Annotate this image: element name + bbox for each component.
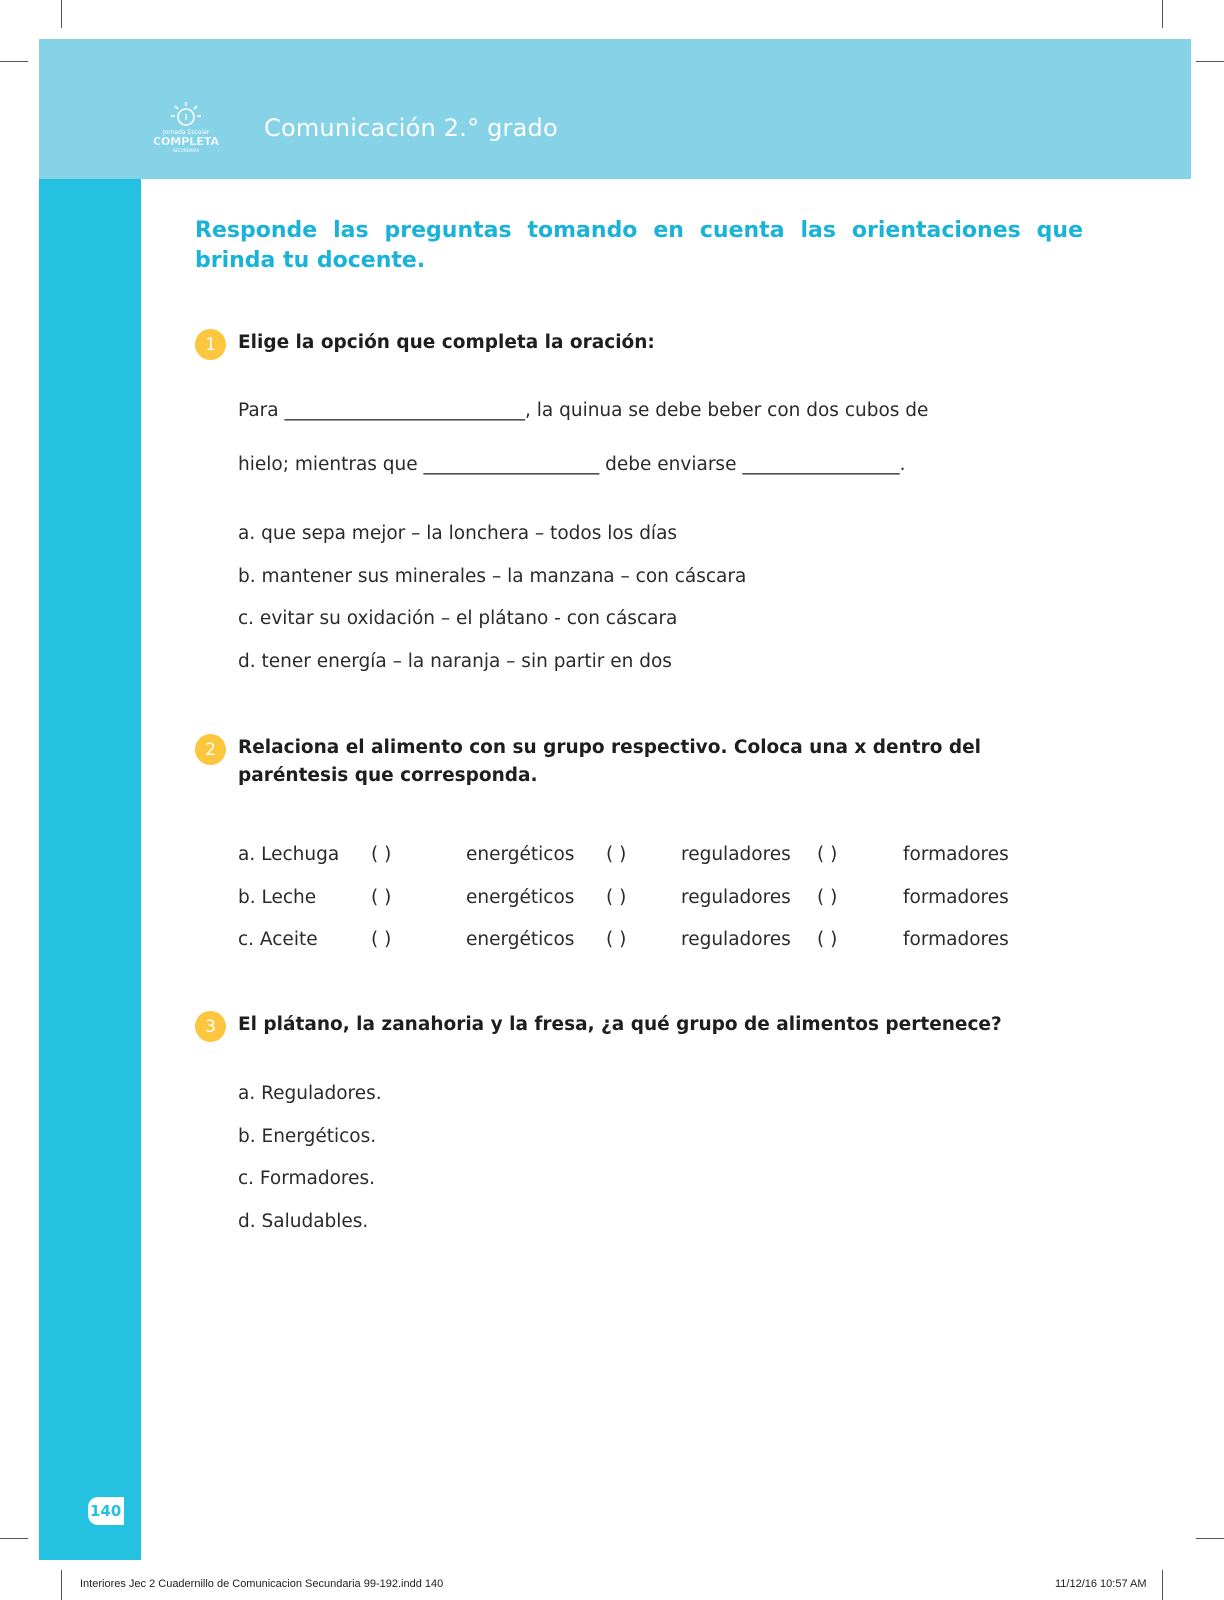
food-label: a. Lechuga [238,844,340,865]
option-item: c. Formadores. [238,1168,376,1189]
question-number-badge: 3 [195,1011,226,1042]
group-label: energéticos [466,887,575,908]
group-label: reguladores [681,887,791,908]
question-title: El plátano, la zanahoria y la fresa, ¿a qué grupo de alimentos pertenece? [238,1014,1002,1035]
page-title: Comunicación 2.° grado [264,114,558,142]
svg-text:Jornada Escolar: Jornada Escolar [162,129,210,136]
crop-mark [61,0,62,28]
group-label: energéticos [466,844,575,865]
page-number: 140 [88,1497,124,1525]
jornada-escolar-logo [146,98,226,158]
crop-mark [1196,61,1224,62]
crop-mark [1162,0,1163,28]
answer-parenthesis: ( ) [817,844,838,865]
food-label: c. Aceite [238,929,318,950]
group-label: formadores [903,929,1009,950]
svg-text:COMPLETA: COMPLETA [152,135,220,148]
crop-mark [0,61,28,62]
footer-datetime: 11/12/16 10:57 AM [1055,1578,1147,1590]
svg-text:SECUNDARIA: SECUNDARIA [172,148,200,153]
side-band [39,179,141,1560]
svg-text:i: i [184,113,188,122]
answer-parenthesis: ( ) [817,929,838,950]
group-label: reguladores [681,929,791,950]
answer-parenthesis: ( ) [371,844,392,865]
instruction-text: Responde las preguntas tomando en cuenta las orientaciones que brinda tu docente. [195,218,1083,273]
option-item: d. Saludables. [238,1211,369,1232]
crop-mark [61,1570,62,1600]
answer-parenthesis: ( ) [606,929,627,950]
group-label: formadores [903,887,1009,908]
option-item: a. que sepa mejor – la lonchera – todos los días [238,523,678,544]
sentence-line: hielo; mientras que ___________________ debe enviarse _________________. [238,454,906,475]
footer-file-info: Interiores Jec 2 Cuadernillo de Comunicacion Secundaria 99-192.indd 140 [80,1578,444,1590]
answer-parenthesis: ( ) [371,929,392,950]
question-title: Elige la opción que completa la oración: [238,332,655,353]
question-number-badge: 2 [195,734,226,765]
question-number-badge: 1 [195,329,226,360]
group-label: formadores [903,844,1009,865]
crop-mark [0,1538,28,1539]
crop-mark [1196,1538,1224,1539]
option-item: a. Reguladores. [238,1083,382,1104]
answer-parenthesis: ( ) [817,887,838,908]
crop-mark [1162,1570,1163,1600]
food-label: b. Leche [238,887,317,908]
option-item: b. mantener sus minerales – la manzana – con cáscara [238,566,747,587]
answer-parenthesis: ( ) [606,844,627,865]
option-item: c. evitar su oxidación – el plátano - con cáscara [238,608,678,629]
answer-parenthesis: ( ) [371,887,392,908]
group-label: energéticos [466,929,575,950]
question-title: Relaciona el alimento con su grupo respectivo. Coloca una x dentro del paréntesis que corresponda. [238,737,981,786]
answer-parenthesis: ( ) [606,887,627,908]
sentence-line: Para __________________________, la quinua se debe beber con dos cubos de [238,400,929,421]
option-item: d. tener energía – la naranja – sin partir en dos [238,651,672,672]
option-item: b. Energéticos. [238,1126,377,1147]
group-label: reguladores [681,844,791,865]
